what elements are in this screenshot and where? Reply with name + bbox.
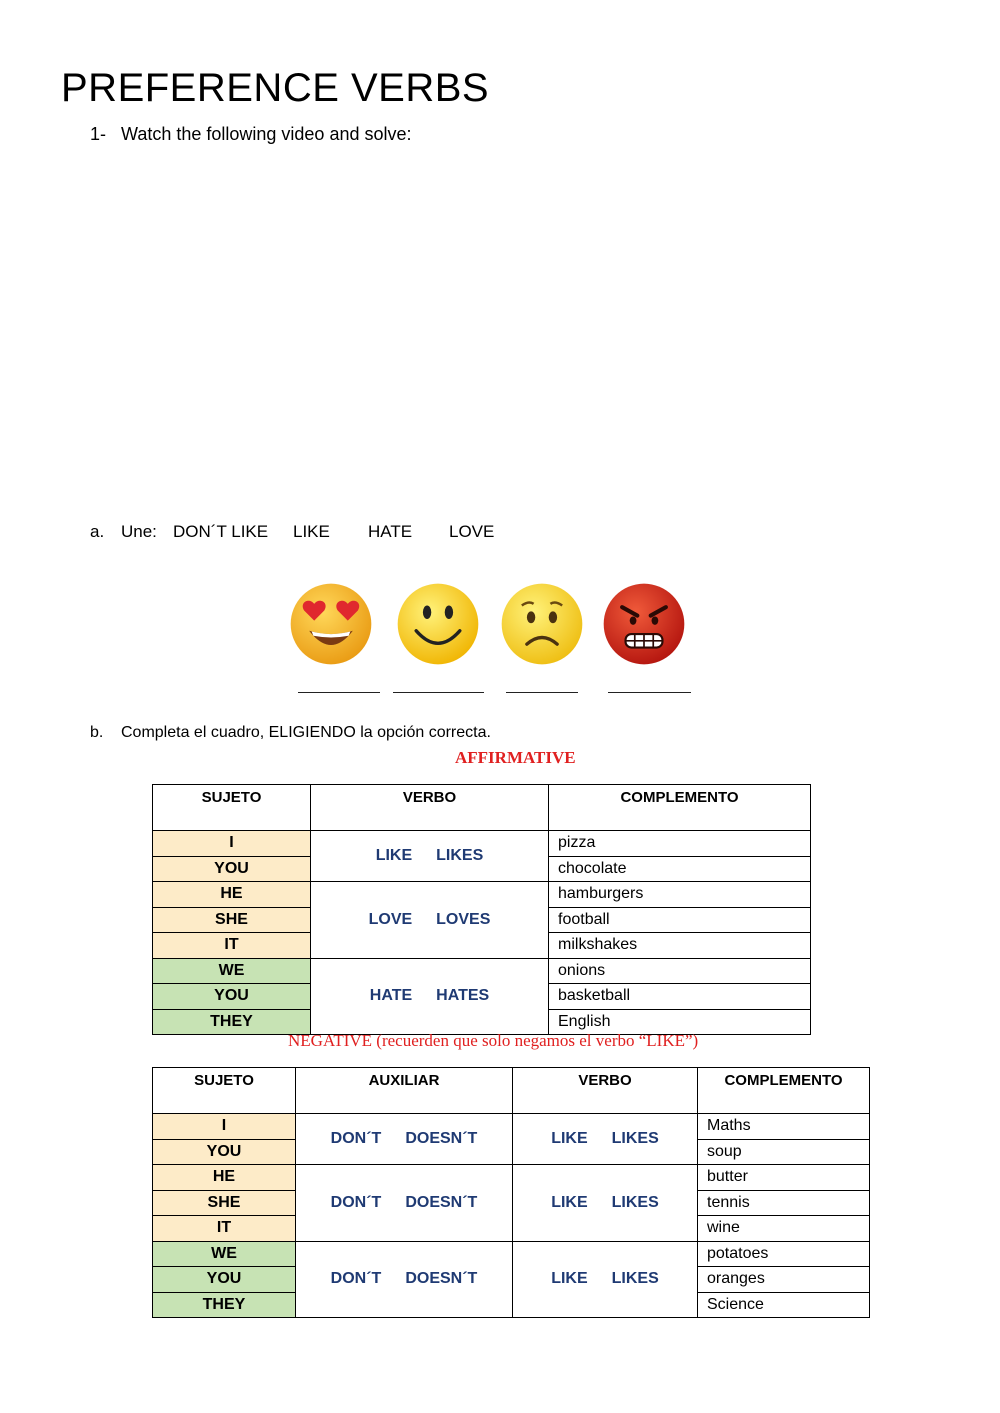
auxiliar-option[interactable]: DOESN´T: [405, 1270, 478, 1288]
answer-blank-3[interactable]: [506, 692, 578, 693]
complement-cell: wine: [698, 1216, 870, 1242]
subject-cell: SHE: [153, 1190, 296, 1216]
auxiliar-choice-group: [296, 1241, 513, 1318]
subject-cell: WE: [153, 958, 311, 984]
subject-cell: THEY: [153, 1292, 296, 1318]
auxiliar-option[interactable]: DON´T: [330, 1270, 382, 1288]
complement-cell: potatoes: [698, 1241, 870, 1267]
subject-cell: YOU: [153, 1267, 296, 1293]
subject-cell: YOU: [153, 856, 311, 882]
angry-emoji-icon: [602, 580, 686, 668]
auxiliar-option[interactable]: DOESN´T: [405, 1130, 478, 1147]
complement-cell: chocolate: [549, 856, 811, 882]
table-row: [153, 958, 811, 984]
negative-table: [152, 1067, 870, 1318]
answer-blank-4[interactable]: [608, 692, 691, 693]
table-row: [153, 831, 811, 857]
complement-cell: football: [549, 907, 811, 933]
complement-cell: Maths: [698, 1114, 870, 1140]
answer-blank-2[interactable]: [393, 692, 484, 693]
part-a-prompt: Une:: [121, 522, 157, 541]
option-hate: HATE: [368, 522, 413, 541]
sad-emoji-icon: [500, 580, 584, 668]
part-b-label: b.: [90, 724, 104, 741]
auxiliar-choice-group: [296, 1114, 513, 1165]
verb-choice-group: [513, 1241, 698, 1318]
verb-option[interactable]: LIKE: [551, 1270, 588, 1288]
header-verbo: VERBO: [311, 785, 549, 831]
complement-cell: butter: [698, 1165, 870, 1191]
verb-option[interactable]: LIKE: [551, 1130, 588, 1147]
verb-choice-group: [311, 882, 549, 959]
complement-cell: English: [549, 1009, 811, 1035]
table-row: [153, 1241, 870, 1267]
heart-eyes-emoji-icon: [289, 580, 373, 668]
header-verbo: VERBO: [513, 1068, 698, 1114]
complement-cell: Science: [698, 1292, 870, 1318]
subject-cell: IT: [153, 1216, 296, 1242]
affirmative-table: [152, 784, 811, 1035]
header-complemento: COMPLEMENTO: [698, 1068, 870, 1114]
page-title: PREFERENCE VERBS: [61, 66, 490, 110]
complement-cell: tennis: [698, 1190, 870, 1216]
verb-choice-group: [513, 1114, 698, 1165]
verb-option[interactable]: LOVE: [368, 910, 413, 928]
verb-option[interactable]: LOVES: [436, 910, 491, 928]
auxiliar-option[interactable]: DOESN´T: [405, 1193, 478, 1211]
complement-cell: basketball: [549, 984, 811, 1010]
verb-choice-group: [311, 831, 549, 882]
verb-option[interactable]: LIKE: [375, 847, 413, 864]
part-a-instruction: [90, 522, 494, 542]
header-complemento: COMPLEMENTO: [549, 785, 811, 831]
complement-cell: onions: [549, 958, 811, 984]
table-row: [153, 1114, 870, 1140]
smiling-emoji-icon: [396, 580, 480, 668]
auxiliar-choice-group: [296, 1165, 513, 1242]
subject-cell: THEY: [153, 1009, 311, 1035]
verb-option[interactable]: HATES: [436, 987, 490, 1005]
part-b-instruction: [90, 724, 491, 742]
verb-option[interactable]: LIKES: [611, 1193, 659, 1211]
header-sujeto: SUJETO: [153, 1068, 296, 1114]
negative-heading: NEGATIVE (recuerden que solo negamos el verbo “LIKE”): [288, 1031, 699, 1050]
verb-option[interactable]: LIKE: [551, 1193, 588, 1211]
option-love: LOVE: [449, 522, 495, 541]
verb-choice-group: [513, 1165, 698, 1242]
verb-option[interactable]: LIKES: [611, 1130, 659, 1147]
part-b-text: Completa el cuadro, ELIGIENDO la opción correcta.: [121, 724, 491, 741]
subject-cell: I: [153, 831, 311, 857]
complement-cell: oranges: [698, 1267, 870, 1293]
header-auxiliar: AUXILIAR: [296, 1068, 513, 1114]
subject-cell: YOU: [153, 984, 311, 1010]
complement-cell: soup: [698, 1139, 870, 1165]
verb-option[interactable]: LIKES: [611, 1270, 659, 1288]
subject-cell: SHE: [153, 907, 311, 933]
table-row: [153, 1165, 870, 1191]
subject-cell: IT: [153, 933, 311, 959]
subject-cell: HE: [153, 1165, 296, 1191]
subject-cell: HE: [153, 882, 311, 908]
question-1-number: 1-: [90, 124, 107, 144]
complement-cell: milkshakes: [549, 933, 811, 959]
subject-cell: WE: [153, 1241, 296, 1267]
subject-cell: YOU: [153, 1139, 296, 1165]
option-dont-like: DON´T LIKE: [173, 522, 269, 541]
verb-choice-group: [311, 958, 549, 1035]
part-a-label: a.: [90, 522, 105, 541]
verb-option[interactable]: LIKES: [436, 847, 484, 864]
affirmative-heading: AFFIRMATIVE: [455, 748, 576, 767]
header-sujeto: SUJETO: [153, 785, 311, 831]
answer-blank-1[interactable]: [298, 692, 380, 693]
auxiliar-option[interactable]: DON´T: [330, 1193, 382, 1211]
auxiliar-option[interactable]: DON´T: [330, 1130, 382, 1147]
complement-cell: pizza: [549, 831, 811, 857]
question-1-text: Watch the following video and solve:: [121, 124, 412, 144]
option-like: LIKE: [293, 522, 330, 541]
complement-cell: hamburgers: [549, 882, 811, 908]
verb-option[interactable]: HATE: [369, 987, 413, 1005]
question-1: [90, 124, 412, 145]
table-row: [153, 882, 811, 908]
subject-cell: I: [153, 1114, 296, 1140]
